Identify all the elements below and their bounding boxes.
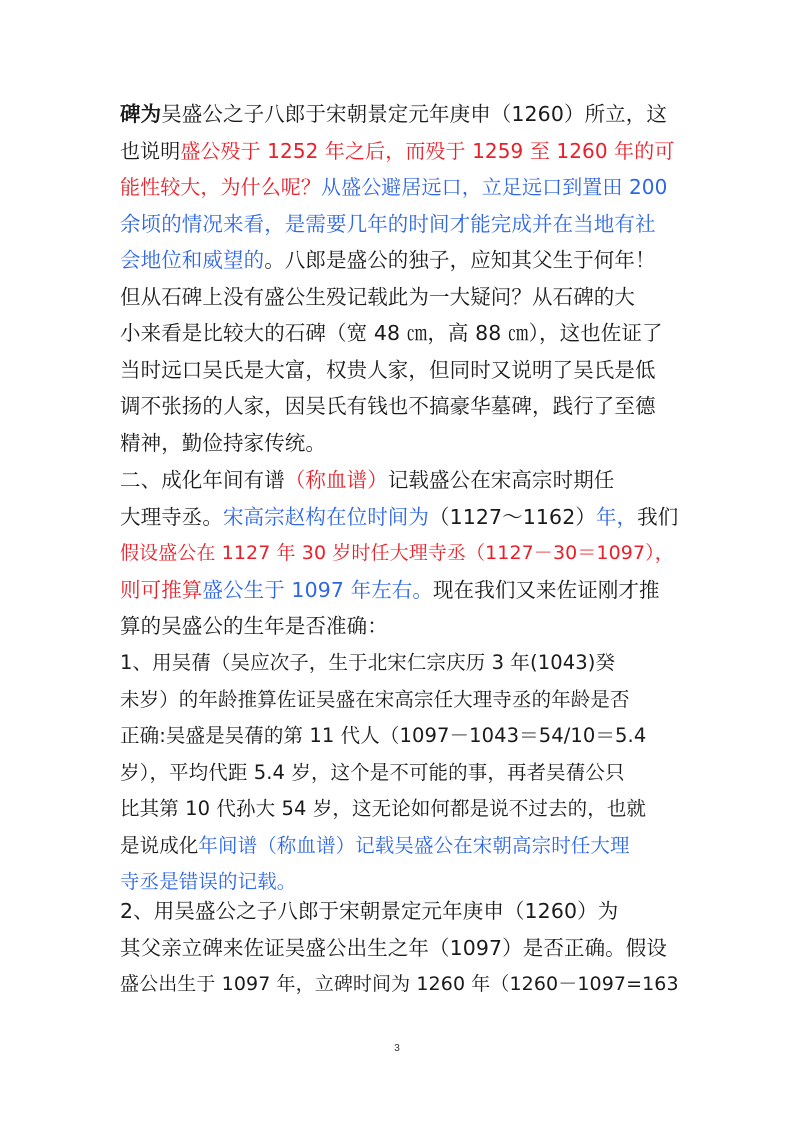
text-line [120,96,680,133]
text-run-blue: 余顷的情况来看，是需要几年的时间才能完成并在当地有社 [120,211,656,236]
paragraph-point-2 [120,893,680,1003]
text-line [120,279,680,316]
text-line [120,169,680,206]
text-run-red: 盛公殁于 1252 年之后，而殁于 1259 至 1260 年的可 [180,138,675,163]
text-run: 。八郎是盛公的独子，应知其父生于何年！ [264,248,656,272]
text-run-blue: 寺丞是错误的记载。 [120,870,297,893]
text-run: 现在我们又来佐证刚才推 [433,577,660,602]
text-line [120,425,680,462]
text-run: 其父亲立碑来佐证吴盛公出生之年（1097）是否正确。假设 [120,935,667,960]
text-line [120,572,680,609]
text-run: 比其第 10 代孙大 54 岁，这无论如何都是说不过去的，也就 [120,797,647,820]
text-run-red: 则可推算 [120,577,203,602]
text-run: 精神，勤俭持家传统。 [120,430,326,455]
text-line [120,718,680,755]
text-run: 记载盛公在宋高宗时期任 [387,468,615,492]
text-run-blue: 盛公生于 1097 年左右。 [202,577,434,602]
text-line [120,966,680,1003]
text-run: 盛公出生于 1097 年，立碑时间为 1260 年（1260－1097=163 [120,973,679,995]
text-run: 我们 [637,504,679,529]
paragraph-stele-analysis [120,96,680,461]
text-line [120,462,680,499]
page-number: 3 [394,1043,400,1054]
text-run: 二、成化年间有谱 [120,468,285,492]
text-run-red: （称血谱） [284,468,388,492]
text-line [120,755,680,792]
text-run: （1127～1162） [429,504,596,529]
text-run: 调不张扬的人家，因吴氏有钱也不搞豪华墓碑，践行了至德 [120,394,656,418]
paragraph-point-1 [120,645,680,901]
text-line [120,930,680,967]
text-line [120,828,680,865]
text-run: 2、用吴盛公之子八郎于宋朝景定元年庚申（1260）为 [120,899,619,923]
text-line [120,388,680,425]
text-line [120,133,680,170]
text-run-blue: 会地位和威望的 [120,248,265,272]
text-run-blue: 年间谱（称血谱）记载吴盛公在宋朝高宗时任大理 [198,833,630,857]
text-run-blue: 年， [595,504,638,529]
text-run: 岁），平均代距 5.4 岁，这个是不可能的事，再者吴蒨公只 [120,760,625,784]
text-run-bold: 碑为 [120,102,162,126]
text-line [120,242,680,279]
text-run-blue: 从盛公避居远口，立足远口到置田 200 [321,175,668,199]
text-run: 1、用吴蒨（吴应次子，生于北宋仁宗庆历 3 年(1043)癸 [120,651,616,674]
text-run: 是说成化 [120,833,199,857]
text-line [120,352,680,389]
text-line [120,535,680,572]
text-run: 但从石碑上没有盛公生殁记载此为一大疑问？从石碑的大 [120,284,635,309]
text-run-red: 能性较大，为什么呢？ [120,175,321,199]
text-run: 也说明 [120,138,181,163]
text-run: 吴盛公之子八郎于宋朝景定元年庚申（1260）所立，这 [161,102,667,126]
text-line [120,893,680,930]
text-line [120,682,680,719]
text-line [120,315,680,352]
text-run-red: 假设盛公在 1127 年 30 岁时任大理寺丞（1127－30＝1097）， [120,542,674,564]
text-line [120,645,680,682]
paragraph-chenghua-record [120,462,680,645]
text-line [120,499,680,536]
text-run: 大理寺丞。 [120,504,223,529]
text-line [120,608,680,645]
text-run: 未岁）的年龄推算佐证吴盛在宋高宗任大理寺丞的年龄是否 [120,687,630,711]
text-run: 正确:吴盛是吴蒨的第 11 代人（1097－1043＝54/10＝5.4 [120,724,647,747]
text-run-blue: 宋高宗赵构在位时间为 [223,504,429,529]
text-run: 小来看是比较大的石碑（宽 48 ㎝，高 88 ㎝），这也佐证了 [120,321,663,345]
text-line [120,206,680,243]
text-line [120,791,680,828]
text-run: 算的吴盛公的生年是否准确： [120,614,388,638]
text-run: 当时远口吴氏是大富，权贵人家，但同时又说明了吴氏是低 [120,357,656,382]
